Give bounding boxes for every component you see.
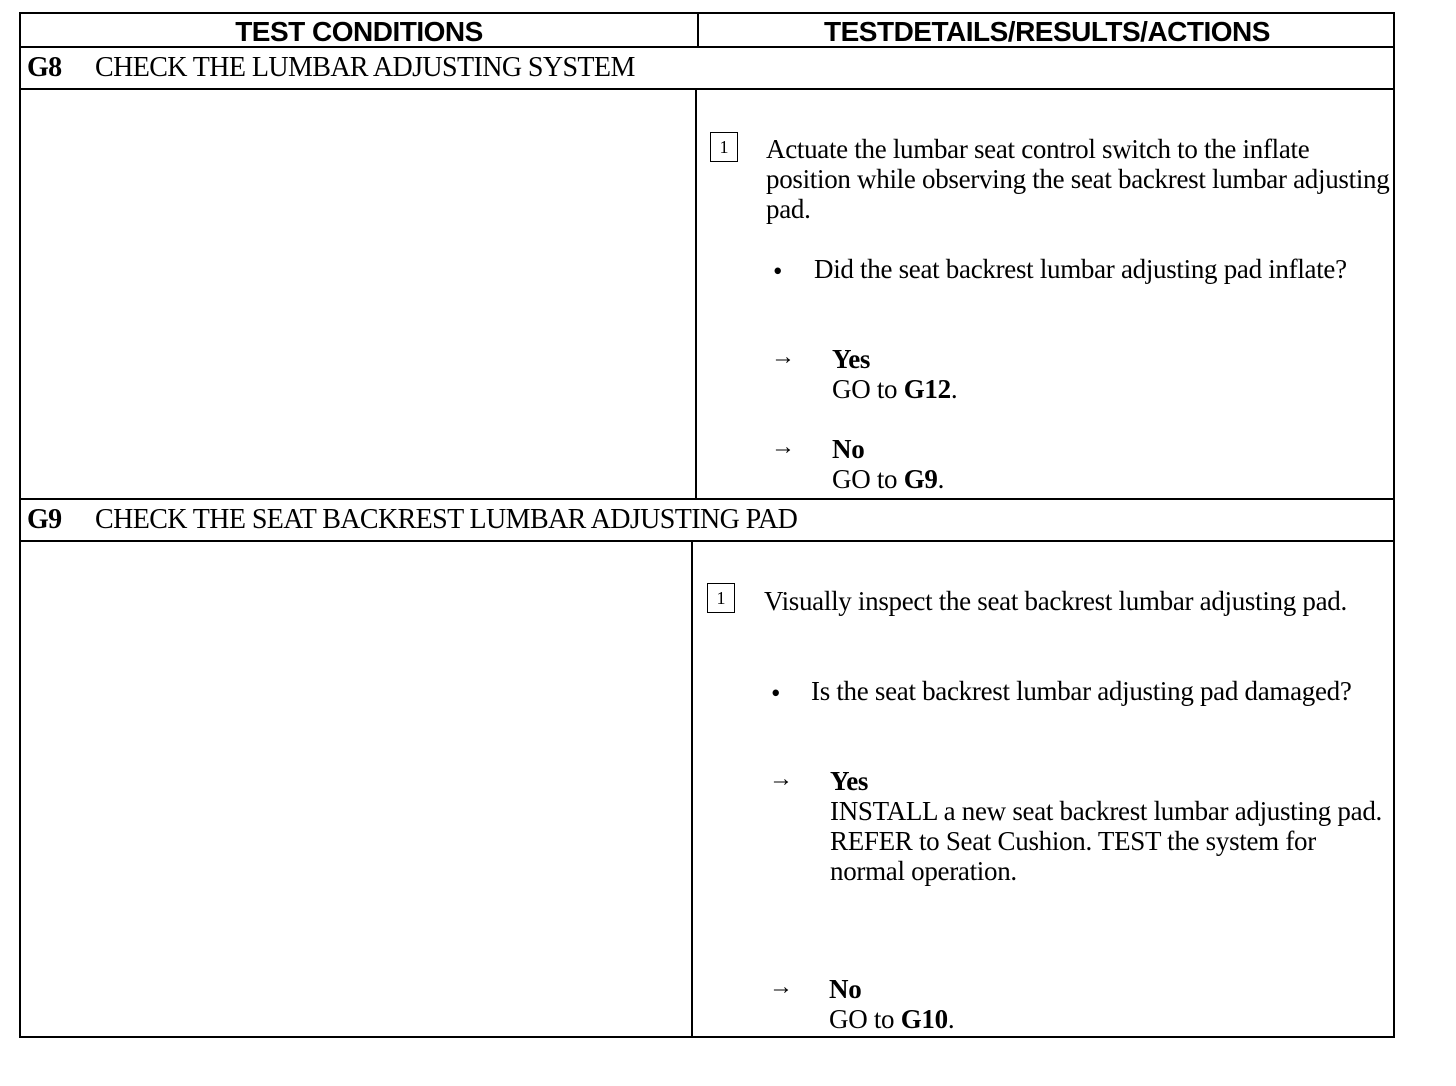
section-title-text: CHECK THE SEAT BACKREST LUMBAR ADJUSTING PAD — [95, 504, 798, 535]
arrow-icon: → — [771, 344, 795, 370]
goto-target: G9 — [903, 464, 938, 494]
bullet-icon: • — [771, 678, 781, 708]
yes-label: Yes — [832, 344, 871, 374]
no-label: No — [829, 974, 862, 1004]
section-code: G8 — [27, 52, 62, 83]
action-text: GO to — [832, 374, 904, 404]
action-suffix: . — [937, 464, 945, 494]
column-divider — [691, 542, 693, 1038]
bullet-icon: • — [773, 256, 783, 286]
no-action — [832, 464, 944, 494]
no-label: No — [832, 434, 865, 464]
no-action — [829, 1004, 954, 1034]
yes-label: Yes — [830, 766, 869, 796]
table-header — [21, 14, 1393, 48]
header-test-details: TESTDETAILS/RESULTS/ACTIONS — [824, 16, 1270, 47]
goto-target: G10 — [900, 1004, 948, 1034]
header-test-conditions: TEST CONDITIONS — [235, 16, 483, 47]
yes-action: INSTALL a new seat backrest lumbar adjusting pad. REFER to Seat Cushion. TEST the system for normal operation. — [830, 796, 1382, 886]
section-title-g9 — [21, 498, 1393, 542]
step-number-box: 1 — [707, 583, 735, 613]
section-title-g8 — [21, 48, 1393, 90]
goto-target: G12 — [903, 374, 951, 404]
step-instruction: Visually inspect the seat backrest lumbar adjusting pad. — [764, 586, 1347, 616]
section-code: G9 — [27, 504, 62, 535]
arrow-icon: → — [771, 434, 795, 460]
arrow-icon: → — [769, 766, 793, 792]
diagnostic-table — [19, 12, 1395, 1038]
action-text: GO to — [832, 464, 904, 494]
step-number-box: 1 — [710, 132, 738, 162]
arrow-icon: → — [769, 974, 793, 1000]
column-divider — [695, 90, 697, 500]
action-suffix: . — [950, 374, 958, 404]
yes-action — [832, 374, 957, 404]
step-instruction: Actuate the lumbar seat control switch to the inflate position while observing the seat backrest lumbar adjusting pad. — [766, 134, 1390, 224]
step-question: Did the seat backrest lumbar adjusting pad inflate? — [814, 254, 1347, 284]
action-suffix: . — [947, 1004, 955, 1034]
action-text: GO to — [829, 1004, 901, 1034]
section-title-text: CHECK THE LUMBAR ADJUSTING SYSTEM — [95, 52, 635, 83]
step-question: Is the seat backrest lumbar adjusting pad damaged? — [811, 676, 1352, 706]
